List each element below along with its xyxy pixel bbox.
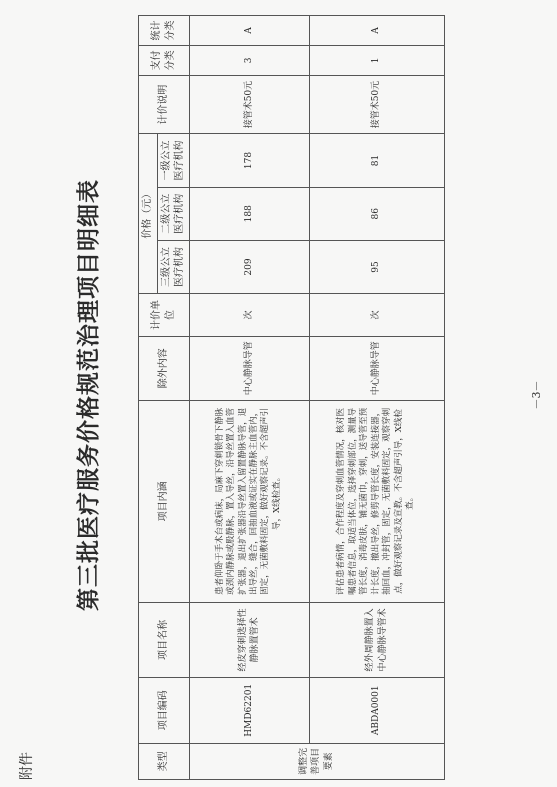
price-l2-cell: 86 bbox=[309, 187, 444, 240]
price-note-cell: 接管术50元 bbox=[189, 75, 309, 134]
exclusion-cell: 中心静脉导管 bbox=[189, 336, 309, 400]
unit-cell: 次 bbox=[189, 294, 309, 337]
price-l1-cell: 178 bbox=[189, 134, 309, 187]
code-cell: HMD62201 bbox=[189, 677, 309, 743]
table-row bbox=[309, 16, 444, 780]
price-note-cell: 接管术50元 bbox=[309, 75, 444, 134]
annex-label: 附件 bbox=[19, 752, 35, 780]
unit-cell: 次 bbox=[309, 294, 444, 337]
name-cell: 经外周静脉置入中心静脉导管术 bbox=[309, 603, 444, 678]
exclusion-cell: 中心静脉导管 bbox=[309, 336, 444, 400]
header-exclusion: 除外内容 bbox=[139, 336, 190, 400]
header-price-l1: 一级公立医疗机构 bbox=[157, 134, 189, 187]
document-title: 第三批医疗服务价格规范治理项目明细表 bbox=[76, 179, 102, 611]
header-price-note: 计价说明 bbox=[139, 75, 190, 134]
header-code: 项目编码 bbox=[139, 677, 190, 743]
content-cell: 评估患者病情，合作程度及穿刺血管情况，核对医嘱患者信息，取适当体位，选择穿刺部位，测量导管长度，消毒皮肤，铺无菌巾，穿刺，送导管至预计长度，撤出导丝，修剪导管长度，安装连接器，抽回血，冲封管，固定，无菌敷料固定，观察穿刺点，做好观察记录及宣教。不含超声引导，X线检查。 bbox=[309, 400, 444, 602]
content-cell: 患者仰卧于手术台或病床，局麻下穿刺锁骨下静脉或颈内静脉或股静脉，置入导丝，沿导丝置入血管扩张器，退出扩张器沿导丝置入留置静脉导管，退出导丝，缝合，回抽血液或证实在静脉主血管内，固定，无菌敷料固定，做好观察记录。不含超声引导，X线检查。 bbox=[189, 400, 309, 602]
table-row bbox=[189, 16, 309, 780]
code-cell: ABDA0001 bbox=[309, 677, 444, 743]
price-l1-cell: 81 bbox=[309, 134, 444, 187]
header-payment: 支付分类 bbox=[139, 45, 190, 75]
page-number: －3－ bbox=[530, 380, 543, 410]
price-l3-cell: 95 bbox=[309, 240, 444, 293]
price-detail-table bbox=[138, 15, 445, 780]
statistics-cell: A bbox=[189, 16, 309, 46]
header-name: 项目名称 bbox=[139, 603, 190, 678]
table-header-row bbox=[139, 16, 158, 780]
header-price-l2: 二级公立医疗机构 bbox=[157, 187, 189, 240]
header-category: 类型 bbox=[139, 743, 190, 779]
payment-cell: 1 bbox=[309, 45, 444, 75]
rotated-landscape-content bbox=[8, 10, 548, 780]
header-statistics: 统计分类 bbox=[139, 16, 190, 46]
header-price-l3: 三级公立医疗机构 bbox=[157, 240, 189, 293]
payment-cell: 3 bbox=[189, 45, 309, 75]
category-cell: 调整完善项目要素 bbox=[189, 743, 444, 779]
price-l3-cell: 209 bbox=[189, 240, 309, 293]
header-price-group: 价格（元） bbox=[139, 134, 158, 294]
statistics-cell: A bbox=[309, 16, 444, 46]
header-unit: 计价单位 bbox=[139, 294, 190, 337]
header-content: 项目内涵 bbox=[139, 400, 190, 602]
price-l2-cell: 188 bbox=[189, 187, 309, 240]
name-cell: 经皮穿刺选择性静脉置管术 bbox=[189, 603, 309, 678]
